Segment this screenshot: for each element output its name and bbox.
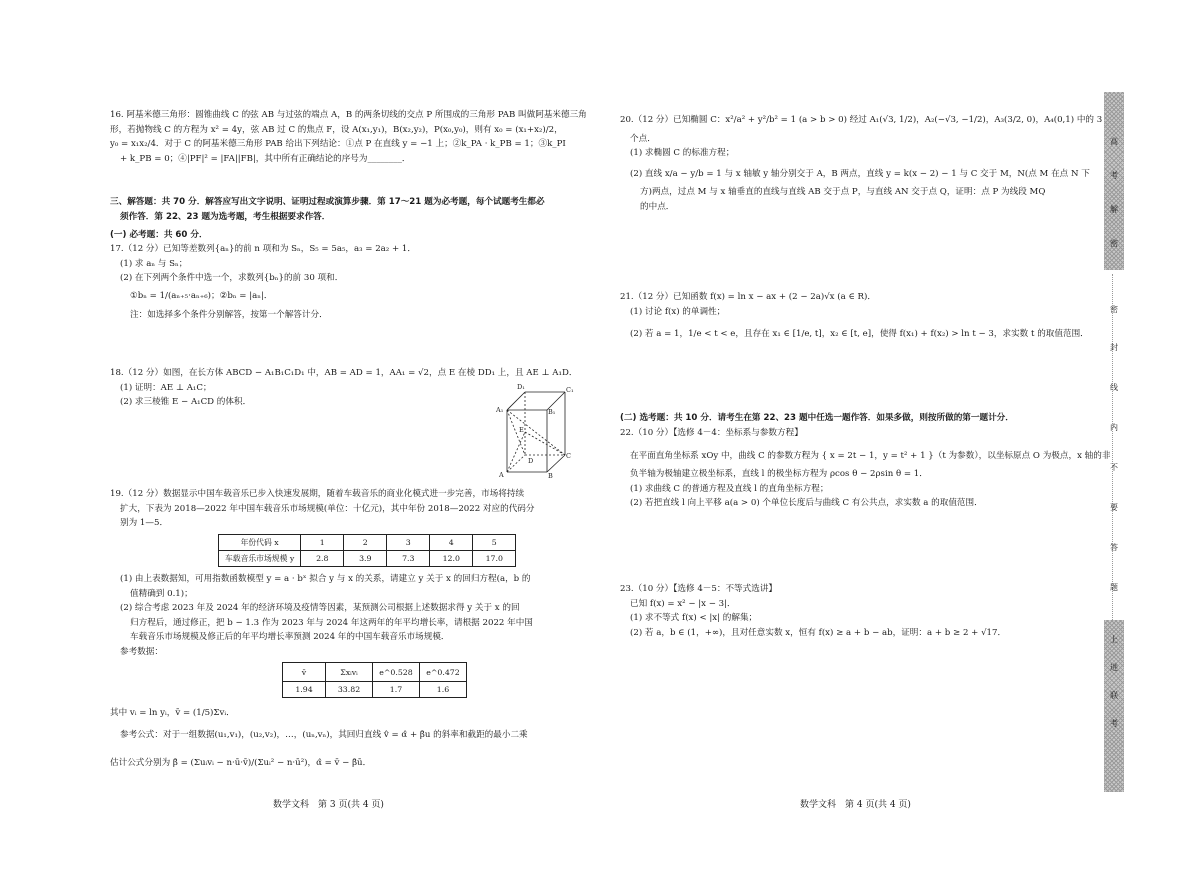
question-19-formulas <box>110 706 528 771</box>
right-page <box>600 0 1111 896</box>
q20-line: (2) 直线 x/a − y/b = 1 与 x 轴敏 y 轴分别交于 A，B 两点，直线 y = k(x − 2) − 1 与 C 交于 M，N(点 M 在点 N 下 <box>630 168 1090 179</box>
q19-line: 其中 vᵢ = ln yᵢ，v̄ = (1/5)Σvᵢ． <box>110 708 235 718</box>
question-19-parts <box>110 572 533 659</box>
q19-line: 估计公式分别为 β̂ = (Σuᵢvᵢ − n·ū·v̄)/(Σuᵢ² − n·ū²)，α̂ = v̄ − β̂ū． <box>110 758 372 768</box>
strip-char: 联 <box>1110 691 1118 700</box>
q23-line: 23.（10 分）【选修 4－5：不等式选讲】 <box>620 584 778 594</box>
q19-line: 值精确到 0.1)； <box>130 588 193 599</box>
table-cell: e^0.528 <box>373 663 420 682</box>
label-C: C <box>566 452 571 460</box>
question-21 <box>620 290 1089 342</box>
q19-line: 参考公式：对于一组数据(u₁,v₁)，(u₂,v₂)，…，(uₙ,vₙ)，其回归直线 v̂ = α̂ + β̂u 的斜率和截距的最小二乘 <box>120 729 528 740</box>
table-cell: 3 <box>387 535 430 551</box>
table-cell: 年份代码 x <box>219 535 301 551</box>
q19-line: 参考数据： <box>120 646 163 657</box>
q23-line: 已知 f(x) = x² − |x − 3|． <box>630 598 736 609</box>
seal-line <box>1112 274 1114 620</box>
strip-char: 不 <box>1110 463 1118 472</box>
label-D1: D₁ <box>517 383 525 391</box>
table-cell: 车载音乐市场规模 y <box>219 551 301 567</box>
q22-line: (1) 求曲线 C 的普通方程及直线 l 的直角坐标方程； <box>630 483 829 494</box>
q17-line: ①bₙ = 1/(aₙ₊₅·aₙ₊₆)；②bₙ = |aₙ|． <box>130 290 273 301</box>
label-D: D <box>528 457 534 465</box>
q18-line: 18.（12 分）如图，在长方体 ABCD − A₁B₁C₁D₁ 中，AB = AD = 1，AA₁ = √2，点 E 在棱 DD₁ 上，且 AE ⊥ A₁D． <box>110 368 578 378</box>
section-3-heading <box>110 195 545 224</box>
q18-line: (2) 求三棱锥 E − A₁CD 的体积． <box>120 397 252 407</box>
strip-char: 高 <box>1110 137 1118 146</box>
strip-char: 线 <box>1110 383 1118 392</box>
strip-char: 考 <box>1110 719 1118 728</box>
page-footer: 数学文科 第 3 页(共 4 页) <box>273 800 384 810</box>
q19-line: 车载音乐市场规模及修正后的年平均增长率预测 2024 年的中国车载音乐市场规模． <box>130 632 450 642</box>
strip-char: 内 <box>1110 423 1118 432</box>
cuboid-figure <box>495 380 575 480</box>
table-row <box>283 663 467 682</box>
q19-line: (2) 综合考虑 2023 年及 2024 年的经济环境及疫情等因素，某预测公司根据上述数据求得 y 关于 x 的回 <box>120 603 520 613</box>
label-A1: A₁ <box>496 406 504 414</box>
strip-char: 题 <box>1110 583 1118 592</box>
strip-char: 上 <box>1110 635 1118 644</box>
q20-line: 的中点． <box>640 201 675 212</box>
table-cell: 33.82 <box>326 682 373 698</box>
question-20 <box>620 113 1102 214</box>
page-footer: 数学文科 第 4 页(共 4 页) <box>800 800 911 810</box>
q16-line: 形，若抛物线 C 的方程为 x² = 4y，弦 AB 过 C 的焦点 F，设 A(x₁,y₁)，B(x₂,y₂)，P(x₀,y₀)，则有 x₀ = (x₁+x₂)/2， <box>110 124 563 135</box>
label-A: A <box>499 471 504 479</box>
q20-line: (1) 求椭圆 C 的标准方程； <box>630 148 735 158</box>
table-cell: v̄ <box>283 663 326 682</box>
strip-bottom-band <box>1104 620 1124 792</box>
q20-line: 方)两点，过点 M 与 x 轴垂直的直线与直线 AB 交于点 P，与直线 AN 交于点 Q，证明：点 P 为线段 MQ <box>640 187 1046 197</box>
q17-line: (1) 求 aₙ 与 Sₙ； <box>120 258 188 269</box>
label-C1: C₁ <box>566 386 574 394</box>
question-22 <box>620 426 1110 511</box>
table-cell: Σxᵢvᵢ <box>326 663 373 682</box>
q16-line: y₀ = x₁x₂/4．对于 C 的阿基米德三角形 PAB 给出下列结论：①点 P 在直线 y = −1 上；②k_PA · k_PB = 1；③k_PI <box>110 139 566 149</box>
q22-line: 在平面直角坐标系 xOy 中，曲线 C 的参数方程为 { x = 2t − 1，y = t² + 1 }（t 为参数），以坐标原点 O 为极点，x 轴的非 <box>630 450 1111 461</box>
question-19 <box>110 487 535 531</box>
q19-line: (1) 由上表数据知，可用指数函数模型 y = a · bˣ 拟合 y 与 x 的关系，请建立 y 关于 x 的回归方程(a，b 的 <box>120 574 531 584</box>
table-row <box>283 682 467 698</box>
table-row <box>219 535 516 551</box>
table-cell: 1 <box>301 535 344 551</box>
q22-line: 负半轴为极轴建立极坐标系，直线 l 的极坐标方程为 ρcos θ − 2ρsin θ = 1． <box>630 469 928 479</box>
table-cell: 7.3 <box>387 551 430 567</box>
table-cell: 2.8 <box>301 551 344 567</box>
reference-data-table <box>282 662 467 698</box>
strip-char: 封 <box>1110 343 1118 352</box>
table-row <box>219 551 516 567</box>
q19-line: 扩大，下表为 2018—2022 年中国车载音乐市场规模(单位：十亿元)，其中年份 2018—2022 对应的代码分 <box>120 503 535 514</box>
q21-line: 21.（12 分）已知函数 f(x) = ln x − ax + (2 − 2a)√x (a ∈ R)． <box>620 292 876 302</box>
label-B: B <box>548 472 553 480</box>
strip-char: 密 <box>1110 239 1118 248</box>
question-16 <box>110 108 587 166</box>
q21-line: (1) 讨论 f(x) 的单调性； <box>630 306 726 317</box>
market-size-table <box>218 534 516 567</box>
strip-char: 答 <box>1110 543 1118 552</box>
strip-char: 考 <box>1110 171 1118 180</box>
q20-line: 20.（12 分）已知椭圆 C：x²/a² + y²/b² = 1 (a > b > 0) 经过 A₁(√3, 1/2)，A₂(−√3, −1/2)，A₃(3/2, 0)，A₄(0,1) 中的 3 <box>620 115 1103 125</box>
table-cell: 2 <box>344 535 387 551</box>
q19-line: 别为 1—5． <box>120 518 169 528</box>
table-cell: 12.0 <box>430 551 473 567</box>
table-cell: 1.7 <box>373 682 420 698</box>
label-B1: B₁ <box>548 408 556 416</box>
question-17 <box>110 242 416 323</box>
q23-line: (1) 求不等式 f(x) < |x| 的解集； <box>630 613 758 623</box>
table-cell: 1.6 <box>420 682 467 698</box>
q17-line: 注：如选择多个条件分别解答，按第一个解答计分． <box>130 310 328 320</box>
table-cell: 4 <box>430 535 473 551</box>
required-heading: (一) 必考题：共 60 分． <box>110 230 208 240</box>
q22-line: (2) 若把直线 l 向上平移 a(a > 0) 个单位长度后与曲线 C 有公共点，求实数 a 的取值范围． <box>630 498 983 508</box>
q16-line: 16. 阿基米德三角形：圆锥曲线 C 的弦 AB 与过弦的端点 A，B 的两条切线的交点 P 所围成的三角形 PAB 叫做阿基米德三角 <box>110 110 587 120</box>
binding-strip <box>1104 92 1124 792</box>
optional-section-heading: (二) 选考题：共 10 分．请考生在第 22、23 题中任选一题作答．如果多做，则按所做的第一题计分． <box>620 413 1014 423</box>
q19-line: 归方程后，通过修正，把 b − 1.3 作为 2023 年与 2024 年这两年的年平均增长率，请根据 2022 年中国 <box>130 617 533 628</box>
strip-char: 进 <box>1110 663 1118 672</box>
q23-line: (2) 若 a，b ∈ (1，+∞)，且对任意实数 x，恒有 f(x) ≥ a + b − ab，证明：a + b ≥ 2 + √17． <box>630 627 1007 638</box>
table-cell: 1.94 <box>283 682 326 698</box>
q18-line: (1) 证明：AE ⊥ A₁C； <box>120 382 212 393</box>
strip-char: 密 <box>1110 305 1118 314</box>
q16-line: + k_PB = 0；④|PF|² = |FA||FB|，其中所有正确结论的序号为________． <box>120 153 411 164</box>
table-cell: 5 <box>473 535 516 551</box>
strip-char: 要 <box>1110 503 1118 512</box>
q17-line: 17.（12 分）已知等差数列{aₙ}的前 n 项和为 Sₙ，S₅ = 5a₅，a₃ = 2a₂ + 1． <box>110 244 416 254</box>
q20-line: 个点． <box>630 133 656 144</box>
question-23 <box>620 582 1006 640</box>
q17-line: (2) 在下列两个条件中选一个，求数列{bₙ}的前 30 项和． <box>120 273 344 283</box>
q22-line: 22.（10 分）【选修 4－4：坐标系与参数方程】 <box>620 428 803 438</box>
q19-line: 19.（12 分）数据显示中国车载音乐已步入快速发展期，随着车载音乐的商业化模式进一步完善，市场将持续 <box>110 489 525 499</box>
table-cell: e^0.472 <box>420 663 467 682</box>
table-cell: 3.9 <box>344 551 387 567</box>
q21-line: (2) 若 a = 1，1/e < t < e，且存在 x₁ ∈ [1/e, t]，x₂ ∈ [t, e]，使得 f(x₁) + f(x₂) > ln t − 3，求实数 t 的取值范围． <box>630 329 1089 339</box>
table-cell: 17.0 <box>473 551 516 567</box>
section-3-line: 须作答．第 22、23 题为选考题，考生根据要求作答． <box>120 211 331 222</box>
strip-char: 解 <box>1110 205 1118 214</box>
label-E: E <box>519 426 524 434</box>
section-3-line: 三、解答题：共 70 分．解答应写出文字说明、证明过程或演算步骤．第 17～21 题为必考题，每个试题考生都必 <box>110 197 545 207</box>
